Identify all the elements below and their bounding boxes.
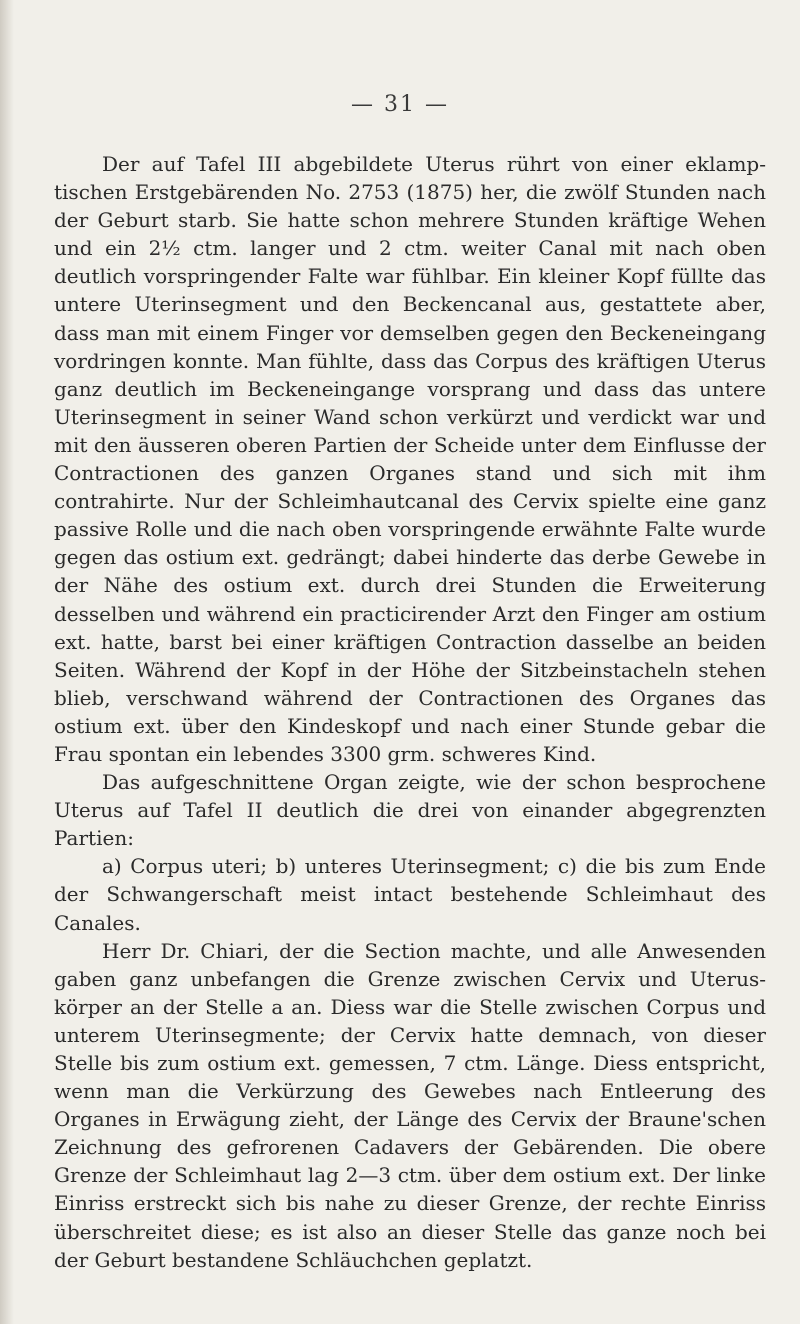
paragraph-partien-list: a) Corpus uteri; b) unteres Uterinsegment; c) die bis zum Ende der Schwangerschaft meist intact bestehende Schleimhaut des Canales. [54, 854, 766, 935]
paragraph-case-report: Der auf Tafel III abgebildete Uterus rührt von einer eklamptischen Erstgebärenden No. 2753 (1875) her, die zwölf Stunden nach der Geburt starb. Sie hatte schon mehrere Stunden kräftige Wehen und ein 2½ ctm. langer und 2 ctm. weiter Canal mit nach oben deutlich vorspringender Falte war fühlbar. Ein kleiner Kopf füllte das untere Uterinsegment und den Beckencanal aus, gestattete aber, dass man mit einem Finger vor demselben gegen den Beckeneingang vordringen konnte. Man fühlte, dass das Corpus des kräftigen Uterus ganz deutlich im Beckeneingange vorsprang und dass das untere Uterinsegment in seiner Wand schon verkürzt und verdickt war und mit den äusseren oberen Partien der Scheide unter dem Einflusse der Contractionen des ganzen Organes stand und sich mit ihm contrahirte. Nur der Schleimhautcanal des Cervix spielte eine ganz passive Rolle und die nach oben vorspringende erwähnte Falte wurde gegen das ostium ext. gedrängt; dabei hinderte das derbe Gewebe in der Nähe des ostium ext. durch drei Stunden die Erweiterung desselben und während ein practicirender Arzt den Finger am ostium ext. hatte, barst bei einer kräftigen Contraction dasselbe an beiden Seiten. Während der Kopf in der Höhe der Sitzbeinstacheln stehen blieb, verschwand während der Contractionen des Organes das ostium ext. über den Kindeskopf und nach einer Stunde gebar die Frau spontan ein lebendes 3300 grm. schweres Kind. [54, 152, 766, 766]
body-text [54, 150, 766, 1274]
paragraph-organ-description: Das aufgeschnittene Organ zeigte, wie der schon besprochene Uterus auf Tafel II deutlich die drei von einander abgegrenzten Partien: [54, 770, 766, 851]
page-edge-shadow [0, 0, 14, 1324]
paragraph-section-findings: Herr Dr. Chiari, der die Section machte, und alle Anwesenden gaben ganz unbefangen die Grenze zwischen Cervix und Uteruskörper an der Stelle a an. Diess war die Stelle zwischen Corpus und unterem Uterinsegmente; der Cervix hatte demnach, von dieser Stelle bis zum ostium ext. gemessen, 7 ctm. Länge. Diess entspricht, wenn man die Verkürzung des Gewebes nach Entleerung des Organes in Erwägung zieht, der Länge des Cervix der Braune'schen Zeichnung des gefrorenen Cadavers der Gebärenden. Die obere Grenze der Schleimhaut lag 2—3 ctm. über dem ostium ext. Der linke Einriss erstreckt sich bis nahe zu dieser Grenze, der rechte Einriss überschreitet diese; es ist also an dieser Stelle das ganze noch bei der Geburt bestandene Schläuchchen geplatzt. [54, 938, 766, 1272]
page-number: — 31 — [351, 92, 449, 117]
